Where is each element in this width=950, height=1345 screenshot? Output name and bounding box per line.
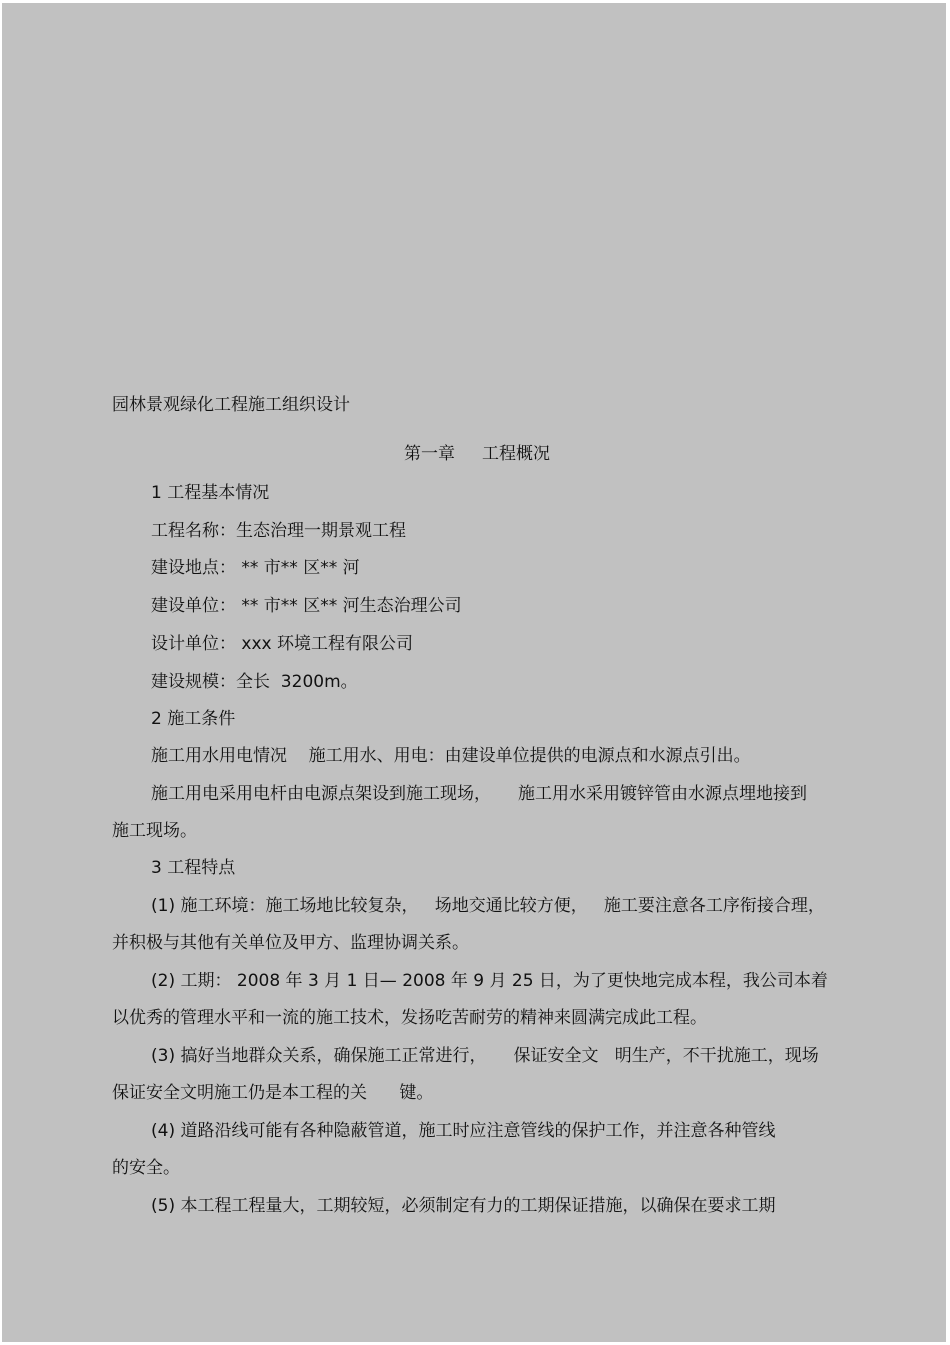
feature-5-line1: (5) 本工程工程量大，工期较短，必须制定有力的工期保证措施，以确保在要求工期 <box>151 1196 776 1216</box>
feature-3-line1: (3) 搞好当地群众关系，确保施工正常进行， 保证安全文 明生产，不干扰施工，现场 <box>151 1046 819 1066</box>
paragraph-power-water-line2: 施工现场。 <box>112 821 197 841</box>
construction-scale: 建设规模：全长 3200m。 <box>151 672 358 692</box>
feature-1-line1: (1) 施工环境：施工场地比较复杂， 场地交通比较方便， 施工要注意各工序衔接合理， <box>151 896 825 916</box>
section-heading-basic-info: 1 工程基本情况 <box>151 483 270 503</box>
construction-unit: 建设单位： ** 市** 区** 河生态治理公司 <box>151 596 462 616</box>
document-page <box>2 3 946 1342</box>
section-heading-features: 3 工程特点 <box>151 858 236 878</box>
feature-3-line2: 保证安全文明施工仍是本工程的关 键。 <box>112 1083 434 1103</box>
project-name: 工程名称：生态治理一期景观工程 <box>151 521 406 541</box>
paragraph-power-water-line1: 施工用电采用电杆由电源点架设到施工现场， 施工用水采用镀锌管由水源点埋地接到 <box>151 784 808 804</box>
design-unit: 设计单位： xxx 环境工程有限公司 <box>151 634 413 654</box>
chapter-title: 第一章 工程概况 <box>404 444 551 464</box>
feature-2-line1: (2) 工期： 2008 年 3 月 1 日— 2008 年 9 月 25 日，为了更快地完成本程，我公司本着 <box>151 971 828 991</box>
feature-4-line2: 的安全。 <box>112 1158 180 1178</box>
feature-4-line1: (4) 道路沿线可能有各种隐蔽管道，施工时应注意管线的保护工作，并注意各种管线 <box>151 1121 776 1141</box>
paragraph-water-power: 施工用水用电情况 施工用水、用电：由建设单位提供的电源点和水源点引出。 <box>151 746 751 766</box>
project-location: 建设地点： ** 市** 区** 河 <box>151 558 360 578</box>
feature-1-line2: 并积极与其他有关单位及甲方、监理协调关系。 <box>112 933 469 953</box>
feature-2-line2: 以优秀的管理水平和一流的施工技术，发扬吃苦耐劳的精神来圆满完成此工程。 <box>112 1008 707 1028</box>
section-heading-conditions: 2 施工条件 <box>151 709 236 729</box>
document-title: 园林景观绿化工程施工组织设计 <box>112 395 350 415</box>
